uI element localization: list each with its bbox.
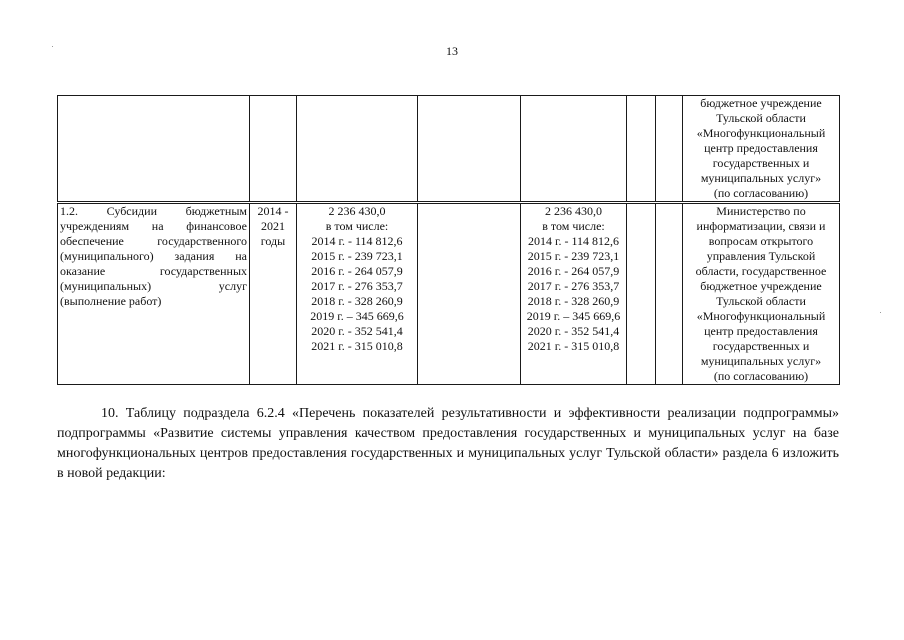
- local-budget-cell: [627, 203, 656, 385]
- cell-line: 2019 г. – 345 669,6: [526, 309, 621, 323]
- cell-line: в том числе:: [325, 219, 389, 233]
- body-paragraph: 10. Таблицу подраздела 6.2.4 «Перечень показателей результативности и эффективности реализации подпрограммы» подпрограммы «Развитие системы управления качеством предоставления государственных и муниципальных услуг на базе многофункциональных центров предоставления государственных и муниципальных услуг Тульской области» раздела 6 изложить в новой редакции:: [57, 406, 839, 481]
- cell-line: 2018 г. - 328 260,9: [311, 294, 403, 308]
- cell-line: 1.2. Субсидии бюджетным: [60, 204, 247, 218]
- cell-line: 2014 г. - 114 812,6: [311, 234, 403, 248]
- cell-line: муниципальных услуг»: [700, 171, 822, 185]
- cell-line: 2020 г. - 352 541,4: [311, 324, 403, 338]
- cell-line: (муниципальных) услуг: [60, 279, 247, 293]
- cell-line: 2 236 430,0: [545, 204, 602, 218]
- executor-cell: [683, 96, 840, 203]
- table-cell: [521, 96, 627, 203]
- cell-line: 2018 г. - 328 260,9: [527, 294, 620, 308]
- cell-line: (выполнение работ): [60, 294, 162, 308]
- table-cell: [58, 96, 250, 203]
- table-cell: [418, 96, 521, 203]
- cell-line: в том числе:: [542, 219, 605, 233]
- cell-line: 2014 -: [257, 204, 289, 218]
- cell-line: центр предоставления: [704, 324, 818, 338]
- cell-line: управления Тульской: [706, 249, 816, 263]
- cell-line: вопросам открытого: [708, 234, 814, 248]
- cell-line: муниципальных услуг»: [700, 354, 822, 368]
- page-number: 13: [446, 44, 458, 58]
- cell-line: (по согласованию): [713, 369, 809, 383]
- cell-line: 2021 г. - 315 010,8: [527, 339, 620, 353]
- cell-line: «Многофункциональный: [696, 126, 826, 140]
- cell-line: Министерство по: [716, 204, 806, 218]
- cell-line: 2 236 430,0: [328, 204, 386, 218]
- table-cell: [297, 96, 418, 203]
- scan-speck: [880, 312, 881, 313]
- cell-line: обеспечение государственного: [60, 234, 247, 248]
- table-cell: [627, 96, 656, 203]
- regional-budget-cell: [521, 203, 627, 385]
- cell-line: 2015 г. - 239 723,1: [527, 249, 620, 263]
- financing-table: [57, 95, 840, 385]
- cell-line: годы: [260, 234, 286, 248]
- cell-line: бюджетное учреждение: [700, 279, 822, 293]
- cell-line: бюджетное учреждение: [700, 96, 822, 110]
- cell-line: государственных и: [712, 156, 810, 170]
- cell-line: 2019 г. – 345 669,6: [310, 309, 404, 323]
- table-cell: [656, 96, 683, 203]
- table-row: [58, 96, 840, 203]
- cell-line: «Многофункциональный: [696, 309, 826, 323]
- cell-line: 2017 г. - 276 353,7: [311, 279, 403, 293]
- cell-line: области, государственное: [695, 264, 827, 278]
- cell-line: оказание государственных: [60, 264, 247, 278]
- table-row: [58, 203, 840, 385]
- executor-cell: [683, 203, 840, 385]
- cell-line: Тульской области: [716, 111, 806, 125]
- cell-line: (муниципального) задания на: [60, 249, 247, 263]
- table-cell: [250, 96, 297, 203]
- cell-line: центр предоставления: [704, 141, 818, 155]
- cell-line: государственных и: [712, 339, 810, 353]
- cell-line: информатизации, связи и: [696, 219, 826, 233]
- cell-line: 2021: [261, 219, 285, 233]
- cell-line: Тульской области: [716, 294, 806, 308]
- cell-line: 2014 г. - 114 812,6: [527, 234, 620, 248]
- measure-name-cell: [58, 203, 250, 385]
- other-sources-cell: [656, 203, 683, 385]
- cell-line: 2016 г. - 264 057,9: [527, 264, 620, 278]
- scan-speck: [52, 46, 53, 47]
- total-amount-cell: [297, 203, 418, 385]
- cell-line: 2021 г. - 315 010,8: [311, 339, 403, 353]
- cell-line: 2017 г. - 276 353,7: [527, 279, 620, 293]
- cell-line: учреждениям на финансовое: [60, 219, 247, 233]
- cell-line: 2015 г. - 239 723,1: [311, 249, 403, 263]
- federal-budget-cell: [418, 203, 521, 385]
- cell-line: 2016 г. - 264 057,9: [311, 264, 403, 278]
- cell-line: 2020 г. - 352 541,4: [527, 324, 620, 338]
- cell-line: (по согласованию): [713, 186, 809, 200]
- period-cell: [250, 203, 297, 385]
